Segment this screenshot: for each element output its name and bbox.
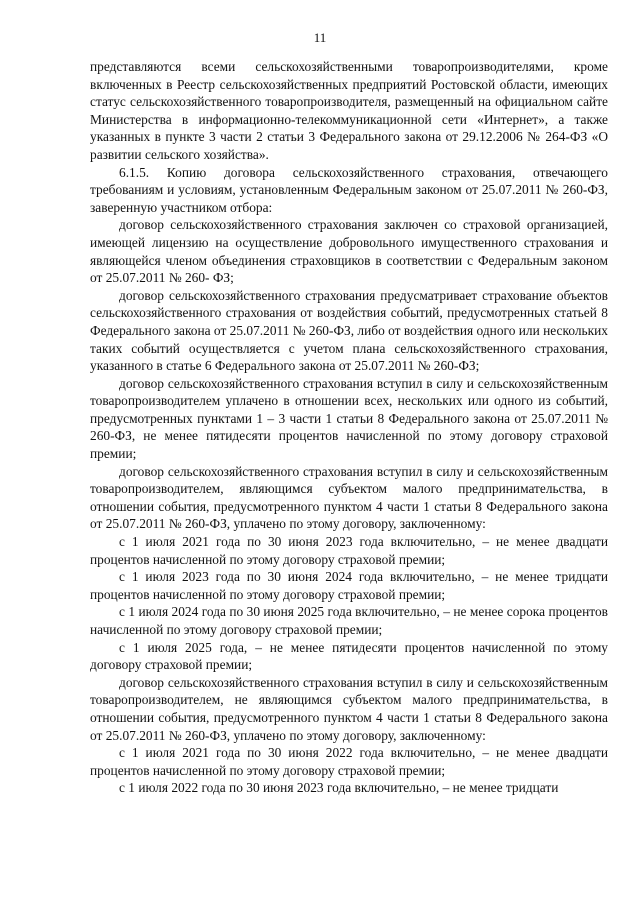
document-body — [90, 58, 608, 797]
paragraph: договор сельскохозяйственного страхования заключен со страховой организацией, имеющей лицензию на осуществление добровольного имущественного страхования и являющейся членом объединения страховщиков в соответствии с Федеральным законом от 25.07.2011 № 260- ФЗ; — [90, 217, 608, 286]
paragraph: договор сельскохозяйственного страхования предусматривает страхование объектов сельскохозяйственного страхования от воздействия событий, предусмотренных статьей 8 Федерального закона от 25.07.2011 № 260-ФЗ, либо от воздействия одного или нескольких таких событий осуществляется с учетом плана сельскохозяйственного страхования, указанного в статье 6 Федерального закона от 25.07.2011 № 260-ФЗ; — [90, 287, 608, 374]
paragraph: договор сельскохозяйственного страхования вступил в силу и сельскохозяйственным товаропроизводителем, являющимся субъектом малого предпринимательства, в отношении события, предусмотренного пунктом 4 части 1 статьи 8 Федерального закона от 25.07.2011 № 260-ФЗ, уплачено по этому договору, заключенному: — [90, 463, 608, 532]
paragraph: договор сельскохозяйственного страхования вступил в силу и сельскохозяйственным товаропроизводителем уплачено в отношении всех, нескольких или одного из событий, предусмотренных пунктами 1 – 3 части 1 статьи 8 Федерального закона от 25.07.2011 № 260-ФЗ, не менее пятидесяти процентов начисленной по этому договору страховой премии; — [90, 375, 608, 462]
paragraph: с 1 июля 2025 года, – не менее пятидесяти процентов начисленной по этому договору страховой премии; — [90, 639, 608, 673]
paragraph: с 1 июля 2021 года по 30 июня 2022 года включительно, – не менее двадцати процентов начисленной по этому договору страховой премии; — [90, 745, 608, 778]
paragraph: представляются всеми сельскохозяйственными товаропроизводителями, кроме включенных в Реестр сельскохозяйственных предприятий Ростовской области, имеющих статус сельскохозяйственного товаропроизводителя, размещенный на официальном сайте Министерства в информационно-телекоммуникационной сети «Интернет», а также указанных в пункте 3 части 2 статьи 3 Федерального закона от 29.12.2006 № 264-ФЗ «О развитии сельского хозяйства». — [90, 59, 608, 162]
paragraph: с 1 июля 2021 года по 30 июня 2023 года включительно, – не менее двадцати процентов начисленной по этому договору страховой премии; — [90, 534, 608, 567]
paragraph: 6.1.5. Копию договора сельскохозяйственного страхования, отвечающего требованиям и условиям, установленным Федеральным законом от 25.07.2011 № 260-ФЗ, заверенную участником отбора: — [90, 164, 608, 215]
paragraph: с 1 июля 2023 года по 30 июня 2024 года включительно, – не менее тридцати процентов начисленной по этому договору страховой премии; — [90, 569, 608, 602]
paragraph: с 1 июля 2024 года по 30 июня 2025 года включительно, – не менее сорока процентов начисленной по этому договору страховой премии; — [90, 604, 608, 637]
page-number: 11 — [313, 30, 327, 45]
paragraph: договор сельскохозяйственного страхования вступил в силу и сельскохозяйственным товаропроизводителем, не являющимся субъектом малого предпринимательства, в отношении события, предусмотренного пунктом 4 части 1 статьи 8 Федерального закона от 25.07.2011 № 260-ФЗ, уплачено по этому договору, заключенному: — [90, 674, 608, 743]
paragraph: с 1 июля 2022 года по 30 июня 2023 года включительно, – не менее тридцати — [119, 780, 559, 796]
